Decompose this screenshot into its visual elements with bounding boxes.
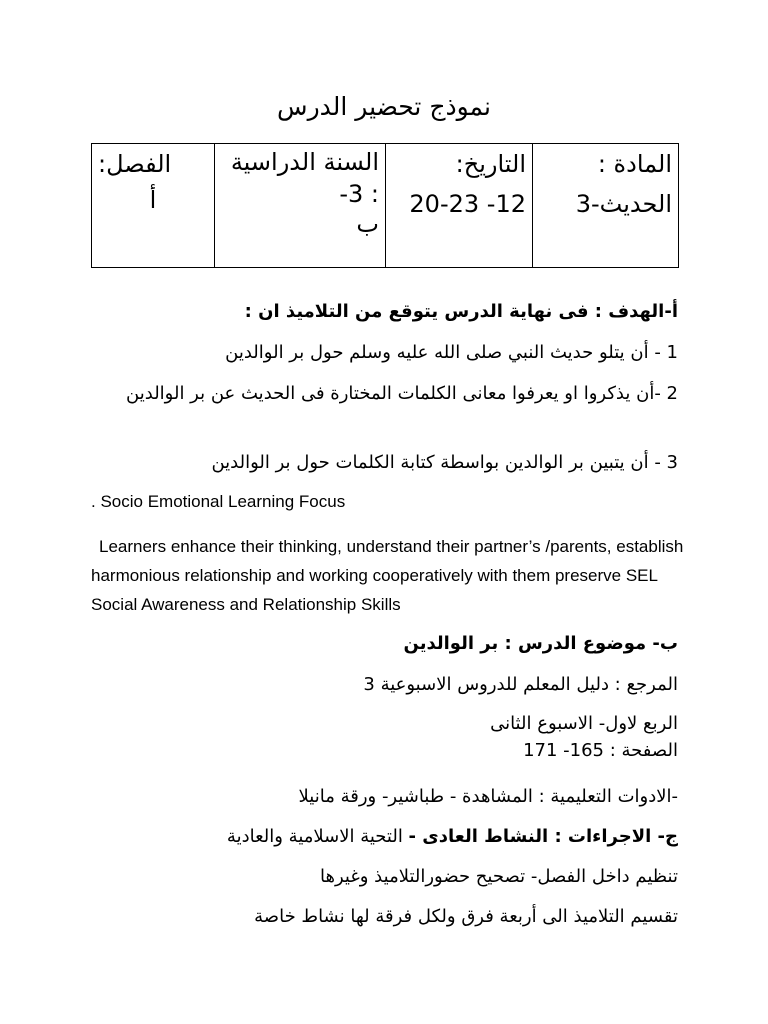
subject-cell (533, 144, 679, 268)
page-numbers-line: الصفحة : 165- 171 (523, 740, 678, 761)
date-value: 12- 20-23 (409, 190, 526, 218)
reference-line: المرجع : دليل المعلم للدروس الاسبوعية 3 (363, 674, 678, 695)
date-label: التاريخ: (455, 150, 526, 178)
subject-label: المادة : (597, 150, 672, 178)
objectives-heading: أ-الهدف : فى نهاية الدرس يتوقع من التلاميذ ان : (244, 301, 678, 322)
organize-line: تنظيم داخل الفصل- تصحيح حضورالتلاميذ وغيرها (320, 866, 678, 887)
class-value: أ (149, 186, 157, 214)
year-label: السنة الدراسية : 3- (230, 148, 379, 208)
sel-text: Learners enhance their thinking, understand their partner’s /parents, establish harmonious relationship and working cooperatively with them preserve SEL Social Awareness and Relationship Skills (91, 537, 684, 614)
quarter-line: الربع لاول- الاسبوع الثانى (490, 713, 678, 734)
procedures-line (227, 826, 678, 847)
objective-item-2: 2 -أن يذكروا او يعرفوا معانى الكلمات المختارة فى الحديث عن بر الوالدين (126, 383, 678, 404)
groups-line: تقسيم التلاميذ الى أربعة فرق ولكل فرقة لها نشاط خاصة (254, 906, 678, 927)
page-title: نموذج تحضير الدرس (277, 92, 491, 121)
sel-focus: . Socio Emotional Learning Focus (91, 492, 346, 511)
lesson-topic: ب- موضوع الدرس : بر الوالدين (403, 633, 678, 654)
objective-item-3: 3 - أن يتبين بر الوالدين بواسطة كتابة الكلمات حول بر الوالدين (211, 452, 678, 473)
year-value: ب (356, 210, 379, 238)
class-label: الفصل: (98, 150, 172, 178)
procedures-value: التحية الاسلامية والعادية (226, 826, 409, 847)
procedures-heading: ج- الاجراءات : النشاط العادى - (408, 826, 678, 847)
tools-line: -الادوات التعليمية : المشاهدة - طباشير- ورقة مانيلا (298, 786, 678, 807)
lesson-info-table (91, 143, 679, 268)
class-cell (92, 144, 215, 268)
subject-value: الحديث-3 (575, 190, 672, 218)
date-cell (386, 144, 533, 268)
objective-item-1: 1 - أن يتلو حديث النبي صلى الله عليه وسلم حول بر الوالدين (225, 342, 678, 363)
year-cell (215, 144, 386, 268)
